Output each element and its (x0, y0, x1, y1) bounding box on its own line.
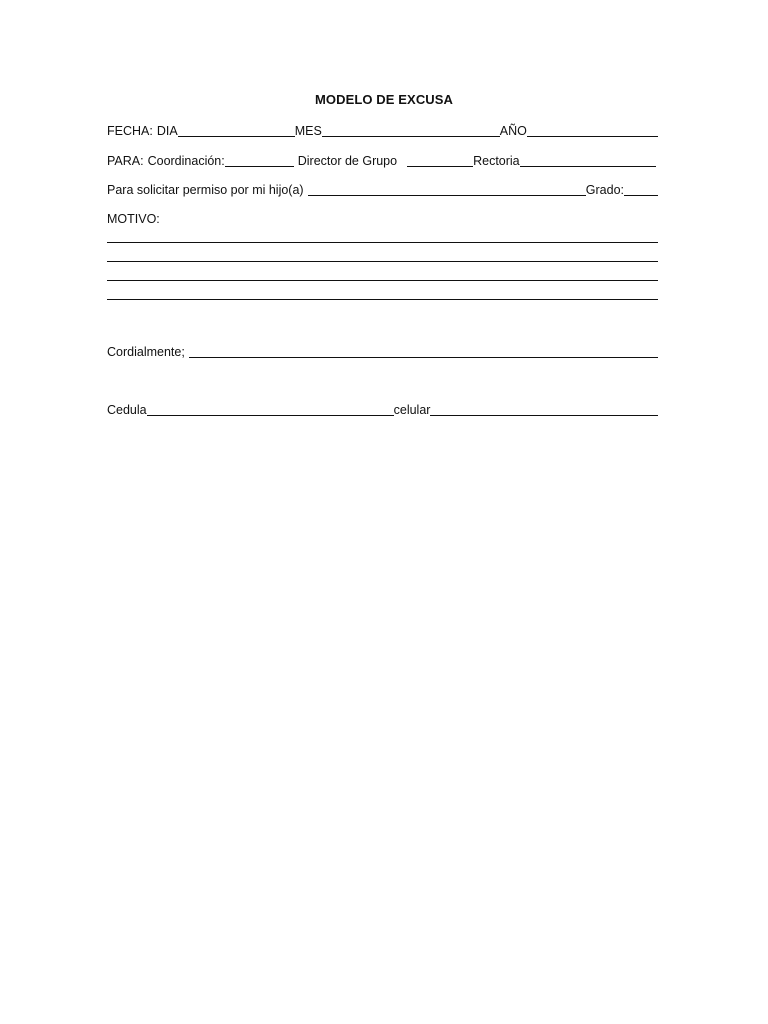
permiso-row (107, 180, 658, 198)
dia-field[interactable] (178, 122, 295, 137)
anio-field[interactable] (527, 122, 658, 137)
mes-field[interactable] (322, 122, 500, 137)
firma-field[interactable] (189, 343, 658, 358)
cedula-row (107, 400, 658, 418)
motivo-line-1[interactable] (107, 242, 658, 243)
celular-label: celular (393, 403, 431, 417)
director-label: Director de Grupo (297, 154, 398, 168)
rectoria-field[interactable] (520, 152, 656, 167)
coordinacion-field[interactable] (225, 152, 294, 167)
para-row (107, 151, 658, 169)
permiso-label: Para solicitar permiso por mi hijo(a) (107, 183, 304, 197)
coordinacion-label: Coordinación: (147, 154, 225, 168)
dia-label: DIA (156, 124, 178, 138)
motivo-line-4[interactable] (107, 299, 658, 300)
cedula-field[interactable] (147, 401, 394, 416)
rectoria-label: Rectoria (473, 154, 520, 168)
motivo-line-2[interactable] (107, 261, 658, 262)
cordialmente-label: Cordialmente; (107, 345, 185, 359)
para-label: PARA: (107, 154, 144, 168)
cordialmente-row (107, 342, 658, 360)
motivo-line-3[interactable] (107, 280, 658, 281)
hijo-field[interactable] (308, 181, 586, 196)
fecha-label: FECHA: (107, 124, 153, 138)
fecha-row (107, 121, 658, 139)
mes-label: MES (294, 124, 322, 138)
anio-label: AÑO (499, 124, 527, 138)
motivo-row (107, 209, 658, 227)
grado-label: Grado: (585, 183, 624, 197)
celular-field[interactable] (430, 401, 658, 416)
document-title: MODELO DE EXCUSA (314, 92, 454, 107)
motivo-label: MOTIVO: (107, 212, 160, 226)
cedula-label: Cedula (107, 403, 147, 417)
grado-field[interactable] (624, 181, 658, 196)
director-field[interactable] (407, 152, 473, 167)
